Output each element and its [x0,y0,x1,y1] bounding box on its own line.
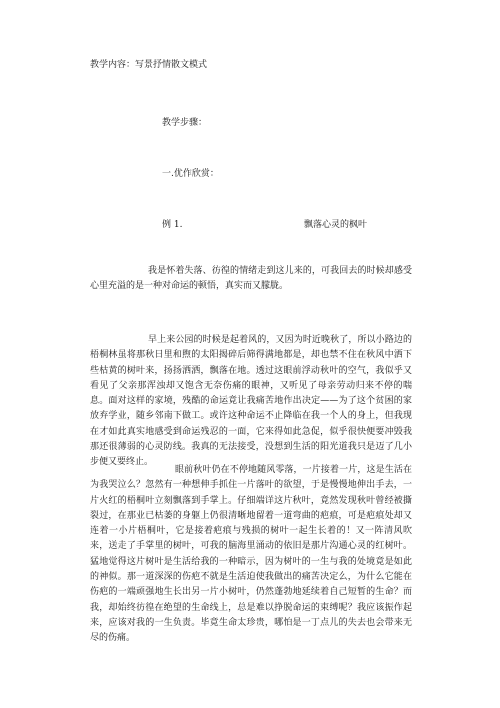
essay-paragraph: 我是怀着失落、彷徨的情绪走到这儿来的，可我回去的时候却感受心里充溢的是一种对命运的顿悟，真实而又朦胧。 [90,266,412,292]
essay-paragraph: 眼前秋叶仍在不停地随风零落，一片接着一片，这是生活在为我哭泣么？忽然有一种想伸手抓住一片落叶的欲望，于是慢慢地伸出手去，一片火红的梧桐叶立刻飘落到手掌上。仔细端详这片秋叶，竟然发现秋叶曾经被撕裂过，在那业已枯萎的身躯上仍很清晰地留着一道弯曲的疤痕，可是疤痕处却又连着一小片梧桐叶，它是接着疤痕与残损的树叶一起生长着的！又一阵清风吹来，送走了手掌里的树叶，可我的脑海里涌动的依旧是那片沟通心灵的红树叶。猛地觉得这片树叶是生活给我的一种暗示，因为树叶的一生与我的处境竟是如此的神似。那一道深深的伤疤不就是生活迫使我做出的痛苦决定么，为什么它能在伤疤的一端顽强地生长出另一片小树叶，仍然蓬勃地延续着自己短暂的生命？而我，却始终彷徨在绝望的生命线上，总是难以挣脱命运的束缚呢？我应该振作起来，应该对我的一生负责。毕竟生命太珍贵，哪怕是一丁点儿的失去也会带来无尽的伤痛。 [90,465,412,644]
example-label: 例 1. [162,220,183,230]
essay-title: 飘落心灵的枫叶 [304,220,368,230]
section-one-heading: 一.优作欣赏： [162,169,219,179]
teaching-content-heading: 教学内容：写景抒情散文模式 [90,60,208,70]
teaching-steps-heading: 教学步骤： [162,118,208,128]
essay-paragraph: 早上来公园的时候是起着风的，又因为时近晚秋了，所以小路边的梧桐林虽将那秋日里和煦的太阳揭碎后筛得满地都是，却也禁不住在秋风中洒下些枯黄的树叶来，扬扬洒洒，飘落在地。透过这眼前浮动秋叶的空气，我似乎又看见了父亲那浑浊却又饱含无奈伤痛的眼神，又听见了母亲劳动归来不停的喘息。面对这样的家境，残酷的命运竟让我痛苦地作出决定——为了这个贫困的家放弃学业，随乡邻南下做工。或许这种命运不止降临在我一个人的身上，但我现在才如此真实地感受到命运残忍的一面，它来得如此急促，似乎很快便要冲毁我那还很薄弱的心灵防线。我真的无法接受，没想到生活的阳光道我只是迈了几小步便又要终止。 [90,335,412,468]
